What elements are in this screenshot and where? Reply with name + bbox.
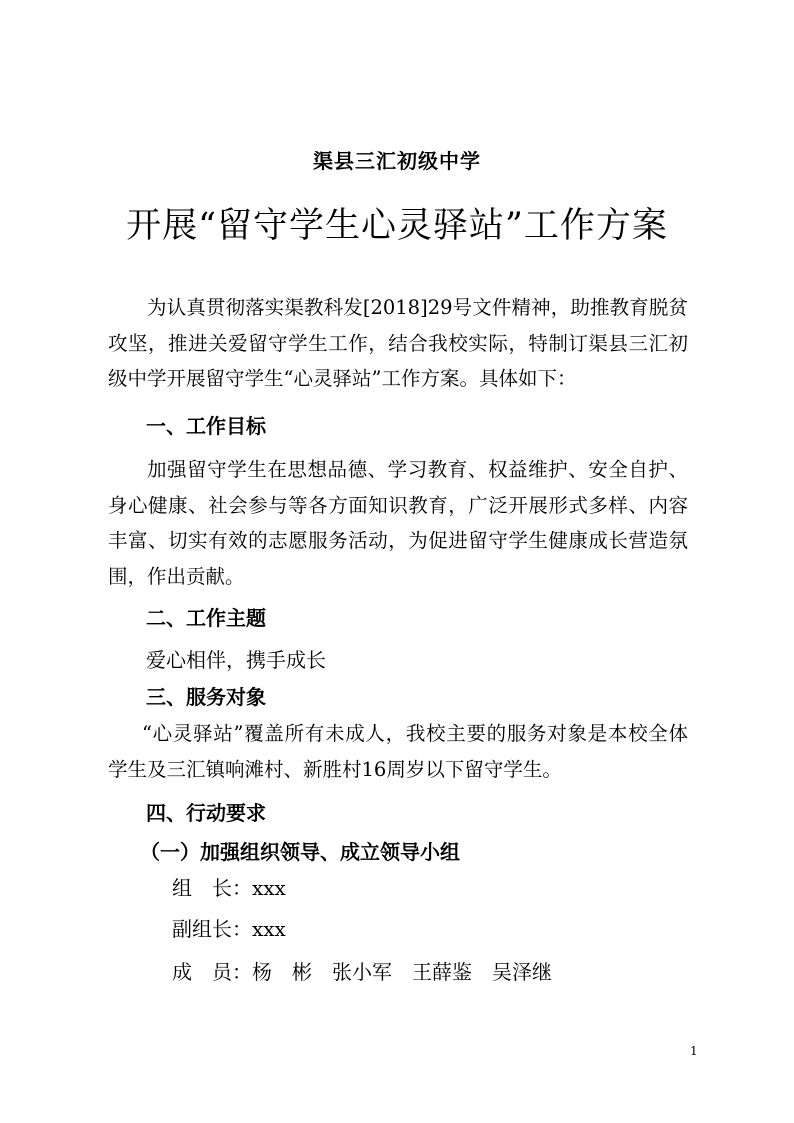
school-name: 渠县三汇初级中学 bbox=[313, 149, 481, 173]
section-2-heading: 二、工作主题 bbox=[146, 606, 266, 630]
document-title: 开展“留守学生心灵驿站”工作方案 bbox=[126, 206, 668, 246]
subsection-1-heading: （一）加强组织领导、成立领导小组 bbox=[140, 840, 460, 864]
section-4-heading: 四、行动要求 bbox=[146, 801, 266, 825]
page-number: 1 bbox=[690, 1044, 698, 1058]
intro-paragraph: 为认真贯彻落实渠教科发[2018]29号文件精神，助推教育脱贫攻坚，推进关爱留守学生工作，结合我校实际，特制订渠县三汇初级中学开展留守学生“心灵驿站”工作方案。具体如下： bbox=[108, 296, 688, 390]
members-line: 成 员：杨 彬 张小军 王薛鉴 吴泽继 bbox=[172, 960, 552, 984]
deputy-leader-line: 副组长：xxx bbox=[172, 917, 286, 941]
section-1-body: 加强留守学生在思想品德、学习教育、权益维护、安全自护、身心健康、社会参与等各方面知识教育，广泛开展形式多样、内容丰富、切实有效的志愿服务活动，为促进留守学生健康成长营造氛围，作出贡献。 bbox=[108, 458, 688, 588]
section-3-heading: 三、服务对象 bbox=[146, 685, 266, 709]
section-2-body: 爱心相伴，携手成长 bbox=[146, 648, 326, 672]
section-3-body: “心灵驿站”覆盖所有未成人，我校主要的服务对象是本校全体学生及三汇镇响滩村、新胜村16周岁以下留守学生。 bbox=[108, 722, 688, 781]
leader-line: 组 长：xxx bbox=[172, 876, 286, 900]
section-1-heading: 一、工作目标 bbox=[146, 414, 266, 438]
